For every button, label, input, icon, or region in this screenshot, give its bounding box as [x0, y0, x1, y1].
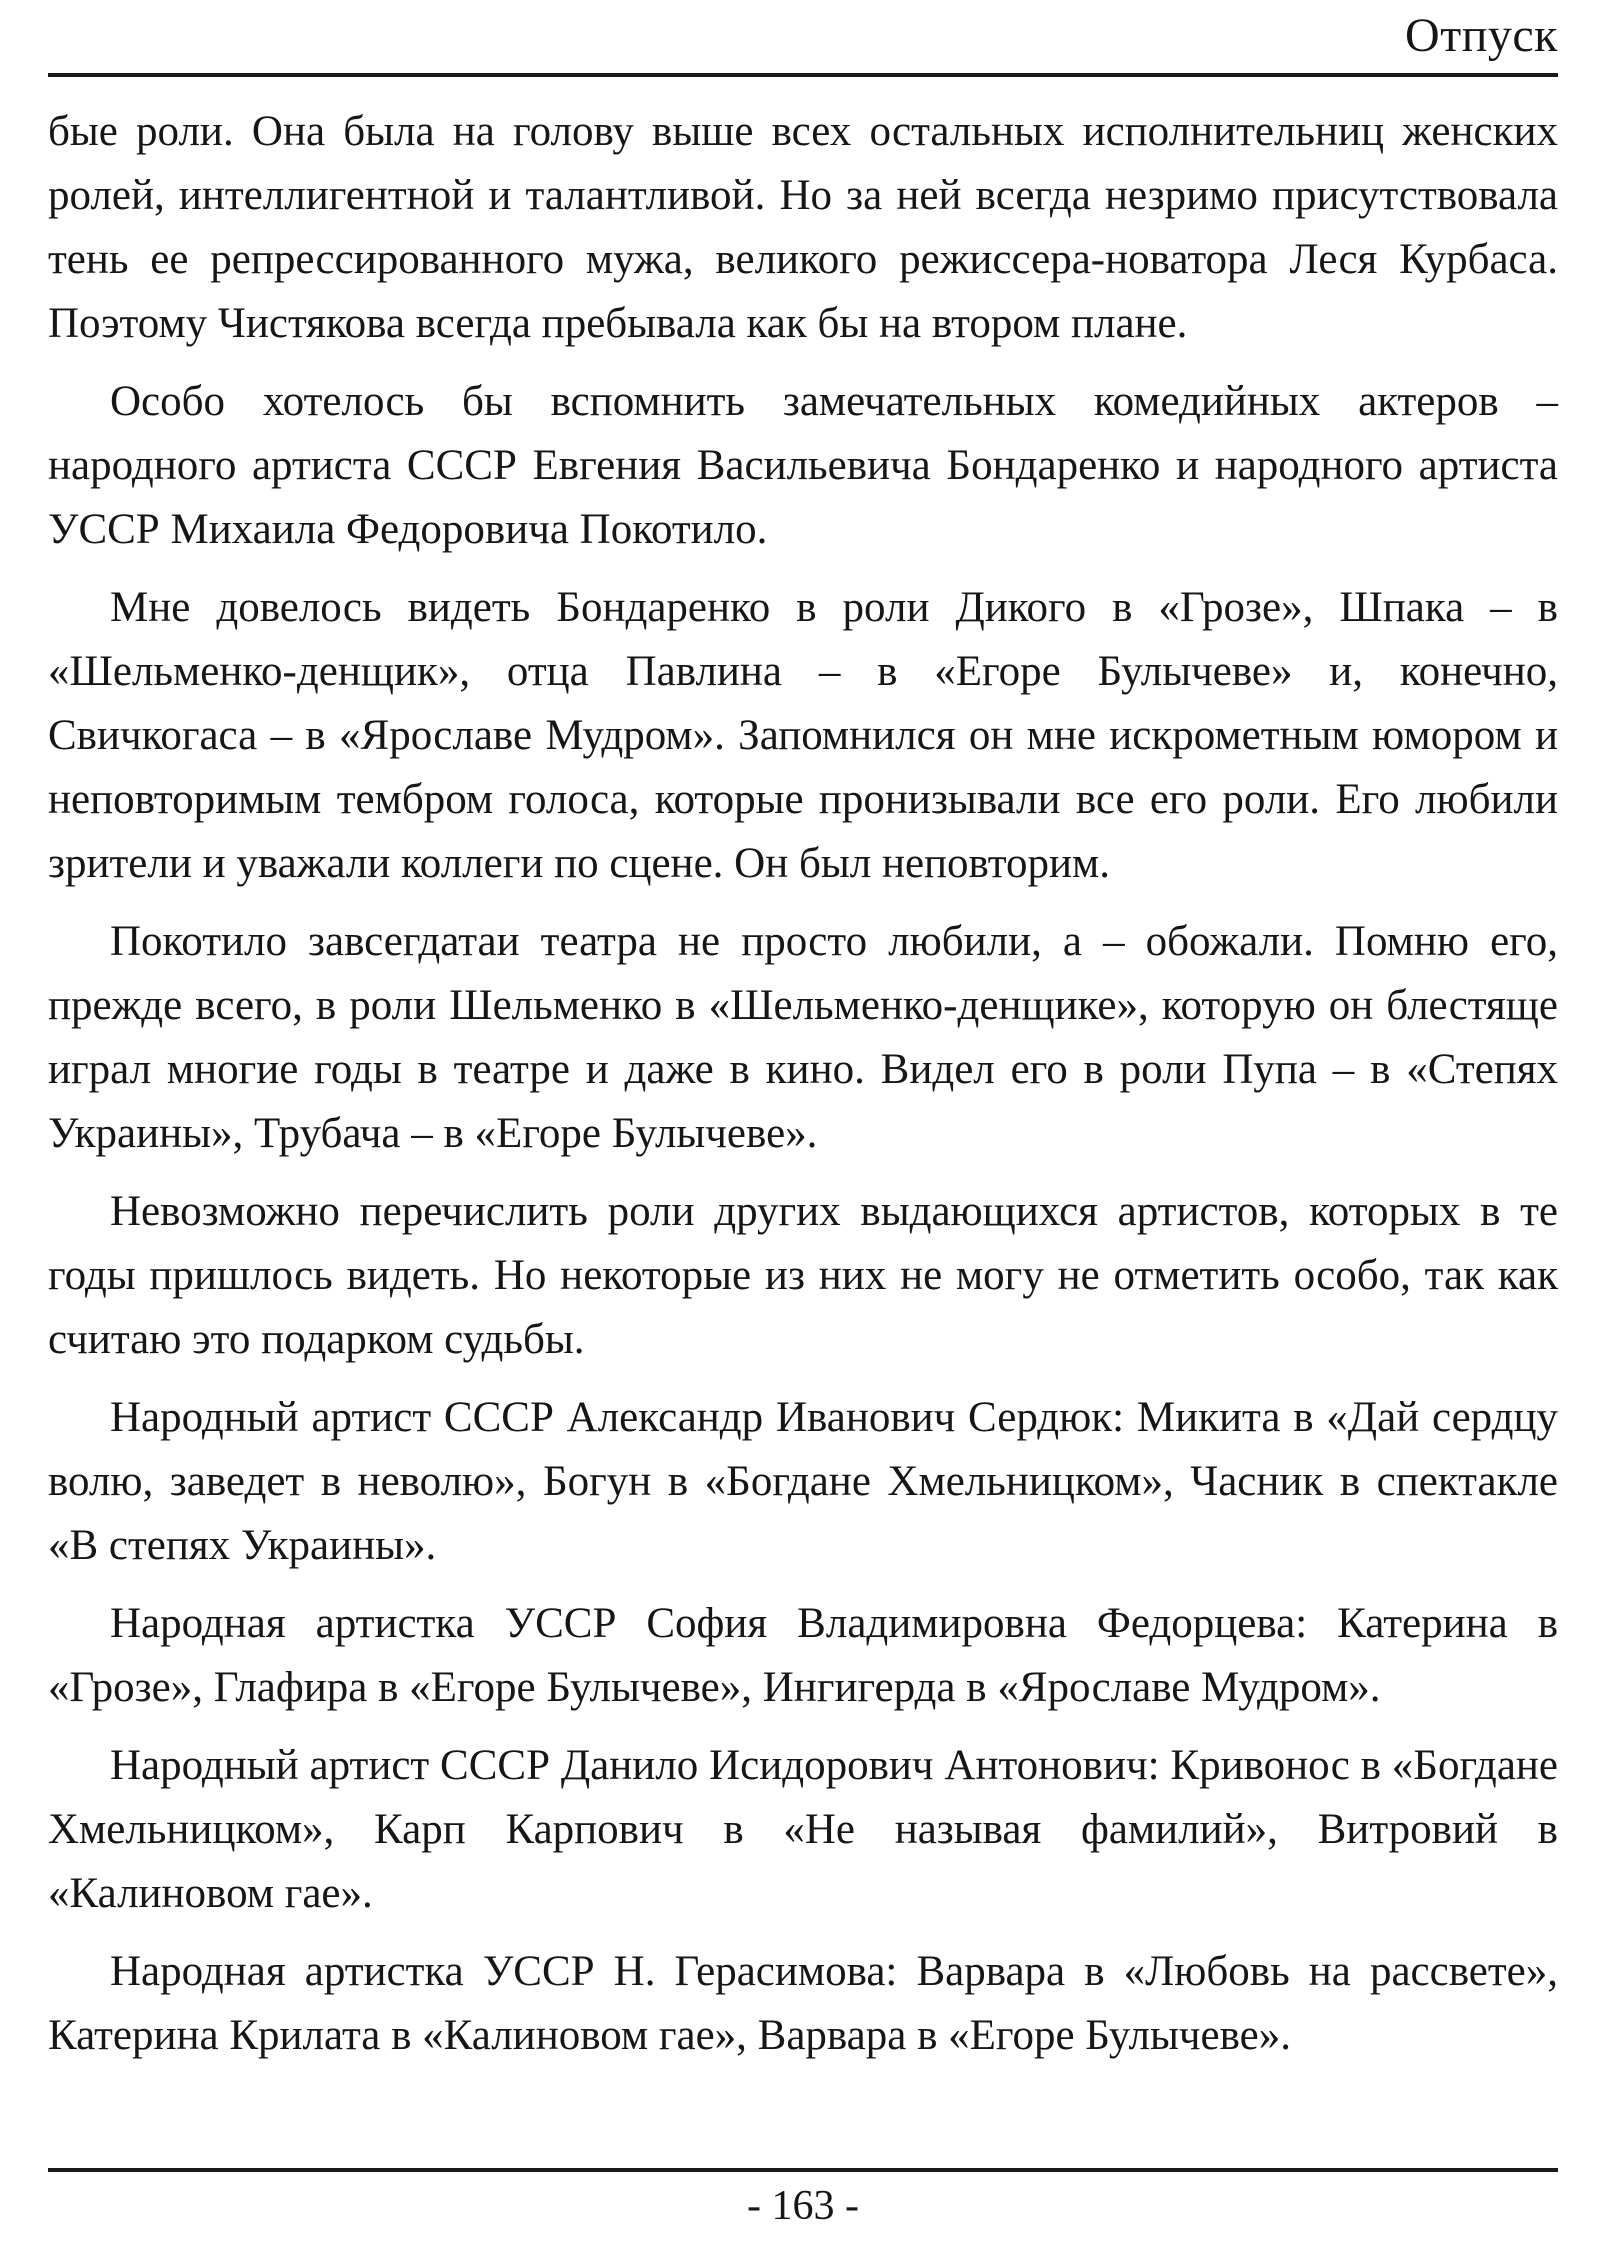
paragraph: Народный артист СССР Александр Иванович Сердюк: Микита в «Дай сердцу волю, заведет в неволю», Богун в «Богдане Хмельницком», Часник в спектакле «В степях Украины».: [48, 1394, 1558, 1569]
running-head-title: Отпуск: [1405, 9, 1558, 62]
body-text: [48, 100, 1558, 2082]
page-number: - 163 -: [747, 2183, 859, 2229]
paragraph: Особо хотелось бы вспомнить замечательных комедийных актеров – народного артиста СССР Евгения Васильевича Бондаренко и народного артиста УССР Михаила Федоровича Покотило.: [48, 378, 1558, 553]
book-page: [48, 0, 1558, 2249]
paragraph: Народная артистка УССР София Владимировна Федорцева: Катерина в «Грозе», Глафира в «Егоре Булычеве», Ингигерда в «Ярославе Мудром».: [48, 1600, 1558, 1711]
header-rule: [48, 73, 1558, 77]
paragraph: Народная артистка УССР Н. Герасимова: Варвара в «Любовь на рассвете», Катерина Крилата в «Калиновом гае», Варвара в «Егоре Булычеве».: [48, 1948, 1558, 2059]
paragraph-continued: бые роли. Она была на голову выше всех остальных исполнительниц женских ролей, интеллигентной и талантливой. Но за ней всегда незримо присутствовала тень ее репрессированного мужа, великого режиссера-новатора Леся Курбаса. Поэтому Чистякова всегда пребывала как бы на втором плане.: [48, 108, 1558, 347]
paragraph: Покотило завсегдатаи театра не просто любили, а – обожали. Помню его, прежде всего, в роли Шельменко в «Шельменко-денщике», которую он блестяще играл многие годы в театре и даже в кино. Видел его в роли Пупа – в «Степях Украины», Трубача – в «Егоре Булычеве».: [48, 918, 1558, 1157]
footer-rule: [48, 2168, 1558, 2172]
paragraph: Народный артист СССР Данило Исидорович Антонович: Кривонос в «Богдане Хмельницком», Карп Карпович в «Не называя фамилий», Витровий в «Калиновом гае».: [48, 1742, 1558, 1917]
paragraph: Невозможно перечислить роли других выдающихся артистов, которых в те годы пришлось видеть. Но некоторые из них не могу не отметить особо, так как считаю это подарком судьбы.: [48, 1188, 1558, 1363]
paragraph: Мне довелось видеть Бондаренко в роли Дикого в «Грозе», Шпака – в «Шельменко-денщик», отца Павлина – в «Егоре Булычеве» и, конечно, Свичкогаса – в «Ярославе Мудром». Запомнился он мне искрометным юмором и неповторимым тембром голоса, которые пронизывали все его роли. Его любили зрители и уважали коллеги по сцене. Он был неповторим.: [48, 584, 1558, 887]
